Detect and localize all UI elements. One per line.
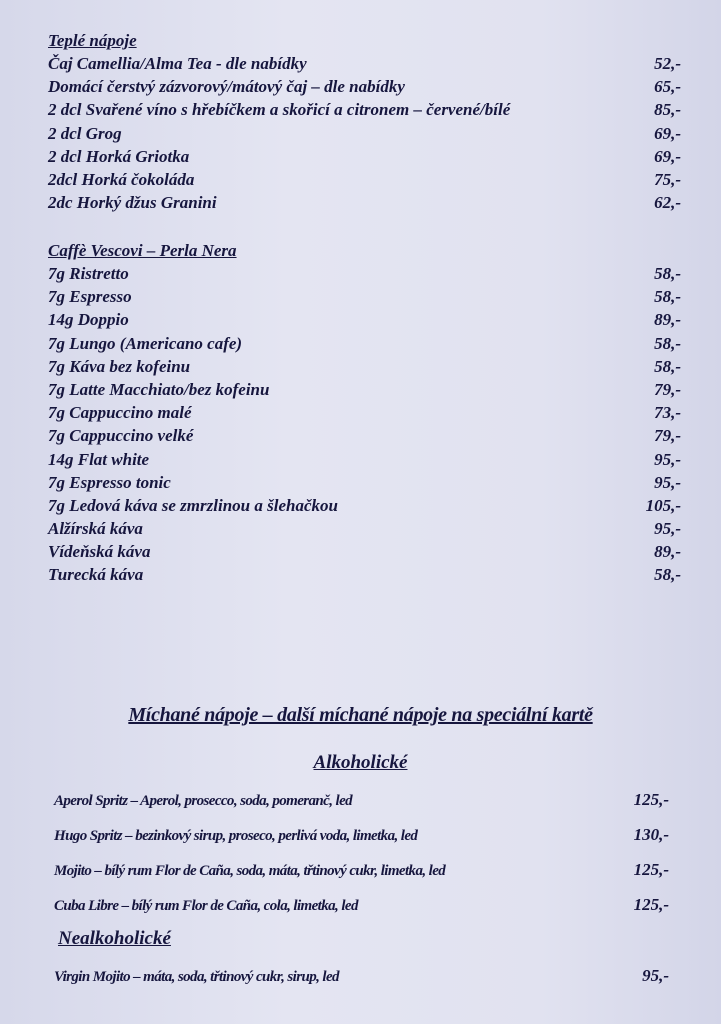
mixed-drinks-title: Míchané nápoje – další míchané nápoje na speciální kartě bbox=[128, 704, 593, 726]
menu-item-name: 7g Espresso tonic bbox=[48, 472, 171, 492]
menu-item-price: 89,- bbox=[654, 310, 681, 330]
menu-item bbox=[48, 517, 681, 540]
warm-drinks-list bbox=[48, 52, 681, 214]
menu-item bbox=[48, 145, 681, 168]
menu-item bbox=[48, 285, 681, 308]
alcoholic-heading: Alkoholické bbox=[313, 752, 408, 773]
menu-item-name: Domácí čerstvý zázvorový/mátový čaj – dle nabídky bbox=[48, 77, 405, 97]
menu-item-name: 2 dcl Svařené víno s hřebíčkem a skořicí a citronem – červené/bílé bbox=[48, 100, 511, 120]
menu-item-name: Mojito – bílý rum Flor de Caña, soda, máta, třtinový cukr, limetka, led bbox=[54, 863, 446, 879]
menu-item bbox=[48, 191, 681, 214]
menu-item bbox=[54, 958, 669, 993]
menu-item bbox=[48, 52, 681, 75]
menu-item bbox=[48, 98, 681, 121]
menu-item bbox=[48, 122, 681, 145]
menu-item-name: 7g Latte Macchiato/bez kofeinu bbox=[48, 379, 270, 399]
menu-item bbox=[48, 75, 681, 98]
menu-item-price: 95,- bbox=[654, 449, 681, 469]
menu-item-price: 95,- bbox=[642, 966, 669, 985]
menu-item-name: Virgin Mojito – máta, soda, třtinový cukr, sirup, led bbox=[54, 969, 339, 985]
menu-item-price: 73,- bbox=[654, 403, 681, 423]
menu-item-name: Alžírská káva bbox=[48, 519, 143, 539]
menu-item-price: 52,- bbox=[654, 54, 681, 73]
warm-drinks-heading: Teplé nápoje bbox=[48, 31, 137, 50]
non-alcoholic-heading: Nealkoholické bbox=[58, 928, 171, 949]
coffee-section bbox=[48, 240, 681, 587]
menu-item bbox=[54, 817, 669, 852]
menu-item-price: 58,- bbox=[654, 356, 681, 376]
menu-item-price: 58,- bbox=[654, 565, 681, 585]
menu-item-name: Čaj Camellia/Alma Tea - dle nabídky bbox=[48, 54, 307, 73]
menu-item-price: 75,- bbox=[654, 169, 681, 189]
alcoholic-list bbox=[54, 782, 669, 922]
menu-item-name: Vídeňská káva bbox=[48, 542, 151, 562]
alcoholic-section bbox=[54, 782, 669, 922]
menu-item-name: 7g Lungo (Americano cafe) bbox=[48, 333, 243, 353]
menu-item bbox=[48, 308, 681, 331]
non-alcoholic-section bbox=[54, 958, 669, 993]
menu-item-name: 2dcl Horká čokoláda bbox=[48, 169, 195, 189]
menu-item-price: 69,- bbox=[654, 123, 681, 143]
menu-item-price: 69,- bbox=[654, 146, 681, 166]
menu-item bbox=[48, 378, 681, 401]
menu-item bbox=[48, 563, 681, 586]
menu-item-price: 89,- bbox=[654, 542, 681, 562]
menu-item-name: 7g Cappuccino velké bbox=[48, 426, 194, 446]
warm-drinks-section bbox=[48, 30, 681, 214]
menu-item bbox=[54, 887, 669, 922]
menu-item bbox=[54, 782, 669, 817]
menu-item-price: 125,- bbox=[633, 895, 669, 914]
menu-item-price: 130,- bbox=[633, 825, 669, 844]
menu-item-price: 58,- bbox=[654, 333, 681, 353]
menu-item-price: 95,- bbox=[654, 472, 681, 492]
menu-item-price: 79,- bbox=[654, 426, 681, 446]
menu-item-price: 62,- bbox=[654, 193, 681, 213]
menu-item bbox=[54, 852, 669, 887]
menu-item-price: 125,- bbox=[633, 790, 669, 809]
menu-item bbox=[48, 355, 681, 378]
menu-item bbox=[48, 401, 681, 424]
menu-item-price: 58,- bbox=[654, 287, 681, 307]
menu-item-name: Hugo Spritz – bezinkový sirup, proseco, perlivá voda, limetka, led bbox=[54, 828, 418, 844]
menu-item-name: 2dc Horký džus Granini bbox=[48, 193, 217, 213]
menu-item-name: 7g Káva bez kofeinu bbox=[48, 356, 191, 376]
menu-item-name: 7g Espresso bbox=[48, 287, 132, 307]
menu-item-price: 85,- bbox=[654, 100, 681, 120]
menu-item-name: 7g Ristretto bbox=[48, 264, 129, 283]
menu-item-price: 58,- bbox=[654, 264, 681, 283]
menu-item-name: Aperol Spritz – Aperol, prosecco, soda, pomeranč, led bbox=[54, 793, 353, 809]
menu-item bbox=[48, 540, 681, 563]
menu-item bbox=[48, 494, 681, 517]
menu-item-name: 14g Doppio bbox=[48, 310, 129, 330]
coffee-heading: Caffè Vescovi – Perla Nera bbox=[48, 241, 237, 260]
menu-item-name: Cuba Libre – bílý rum Flor de Caña, cola, limetka, led bbox=[54, 898, 358, 914]
menu-item bbox=[48, 332, 681, 355]
menu-item-name: 2 dcl Horká Griotka bbox=[48, 146, 190, 166]
menu-item-price: 65,- bbox=[654, 77, 681, 97]
coffee-list bbox=[48, 262, 681, 587]
menu-item bbox=[48, 471, 681, 494]
menu-item-name: Turecká káva bbox=[48, 565, 144, 585]
non-alcoholic-list bbox=[54, 958, 669, 993]
menu-item-name: 2 dcl Grog bbox=[48, 123, 122, 143]
menu-item-price: 125,- bbox=[633, 860, 669, 879]
menu-item-name: 7g Ledová káva se zmrzlinou a šlehačkou bbox=[48, 495, 338, 515]
menu-item-name: 14g Flat white bbox=[48, 449, 150, 469]
menu-item bbox=[48, 168, 681, 191]
menu-item-price: 95,- bbox=[654, 519, 681, 539]
menu-item-name: 7g Cappuccino malé bbox=[48, 403, 192, 423]
menu-item bbox=[48, 262, 681, 285]
menu-item bbox=[48, 424, 681, 447]
menu-item-price: 79,- bbox=[654, 379, 681, 399]
menu-item bbox=[48, 448, 681, 471]
menu-item-price: 105,- bbox=[645, 495, 681, 515]
